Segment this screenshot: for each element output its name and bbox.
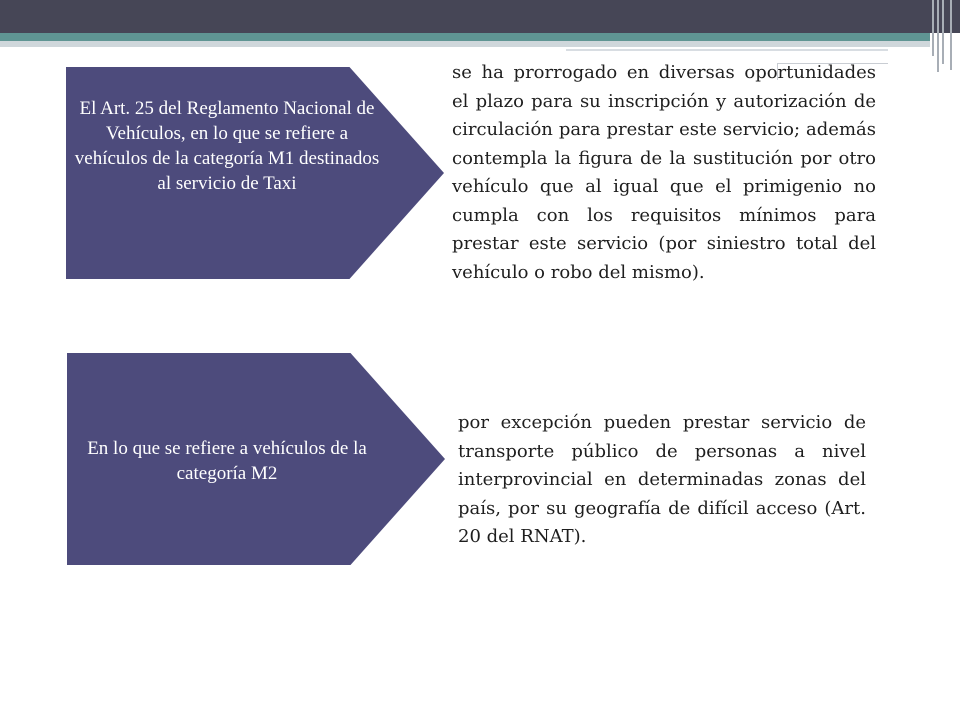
slide-corner-lines [928,0,960,72]
slide-header-grey-stripe [0,41,930,47]
category-m2-label: En lo que se refiere a vehículos de la categoría M2 [87,438,367,484]
slide-decor-line [566,49,888,51]
category-m2-description: por excepción pueden prestar servicio de transporte público de personas a nivel interprovincial en determinadas zonas del país, por su geografía de difícil acceso (Art. 20 del RNAT). [458,412,866,547]
category-m1-description: se ha prorrogado en diversas oportunidades el plazo para su inscripción y autorización de circulación para prestar este servicio; además contempla la figura de la sustitución por otro vehículo que al igual que el primigenio no cumpla con los requisitos mínimos para prestar este servicio (por siniestro total del vehículo o robo del mismo). [452,62,876,283]
slide-header-bar [0,0,960,33]
slide-header-accent-stripe [0,33,930,41]
category-m1-label: El Art. 25 del Reglamento Nacional de Vehículos, en lo que se refiere a vehículos de la categoría M1 destinados al servicio de Taxi [74,98,380,194]
